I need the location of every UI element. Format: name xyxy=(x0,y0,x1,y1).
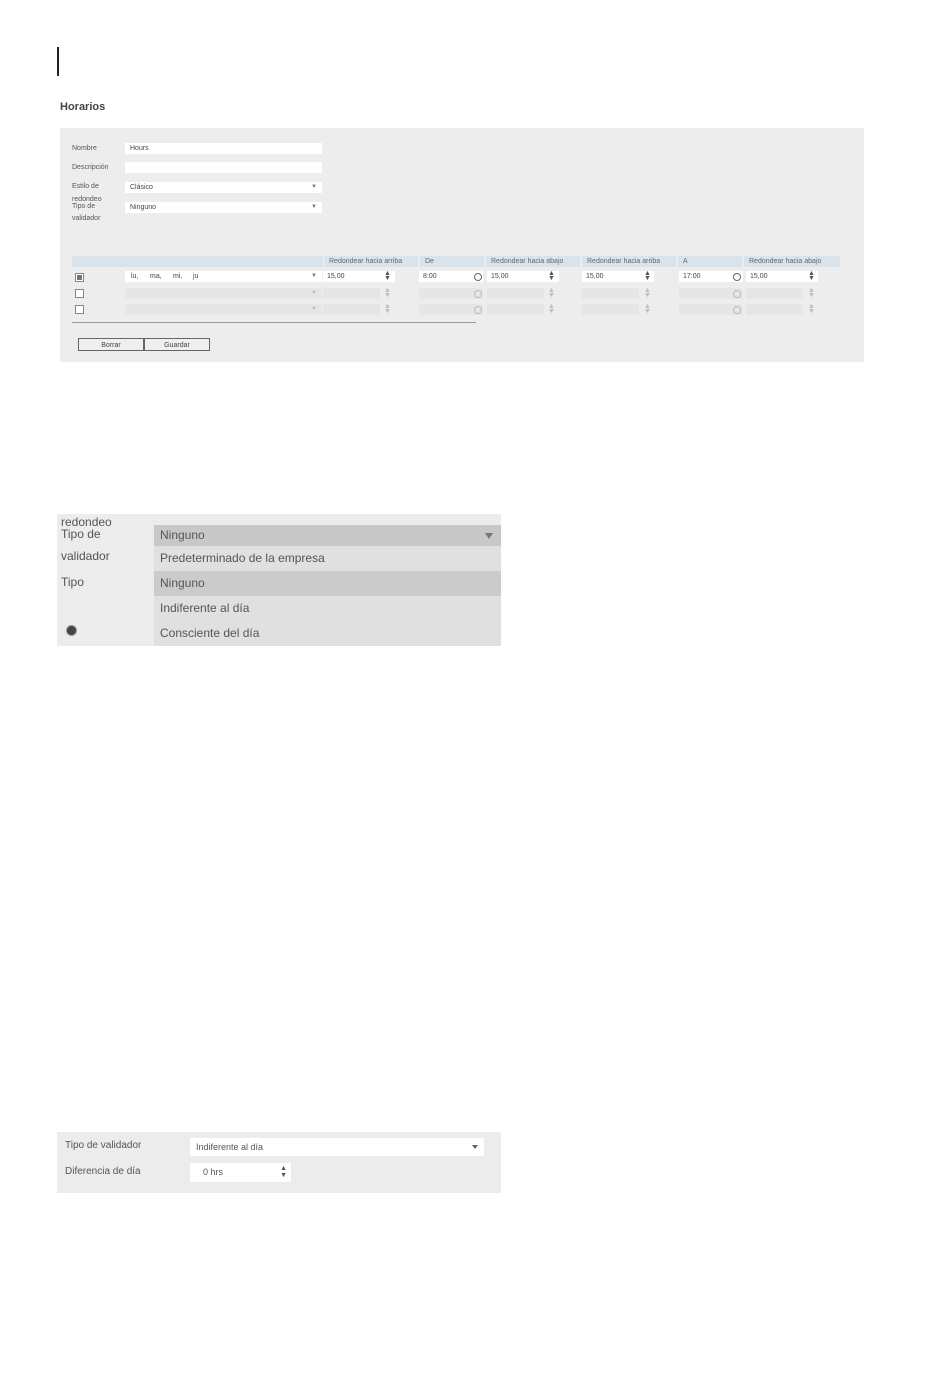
to-time-input[interactable]: 17:00 xyxy=(679,271,743,282)
clock-icon[interactable] xyxy=(474,290,482,298)
description-input[interactable] xyxy=(125,162,322,173)
rounding-style-label-line2: redondeo xyxy=(72,196,102,203)
validator-settings-panel xyxy=(57,1132,501,1193)
clock-icon[interactable] xyxy=(733,290,741,298)
radio-button[interactable] xyxy=(66,625,77,636)
validator-type-label-line2: validador xyxy=(72,215,101,222)
table-header-days xyxy=(72,256,323,267)
name-input[interactable]: Hours xyxy=(125,143,322,154)
clock-icon[interactable] xyxy=(733,273,741,281)
spinner-arrows-icon[interactable]: ▲ ▼ xyxy=(808,303,815,315)
rounding-style-select[interactable] xyxy=(125,182,322,193)
days-select[interactable] xyxy=(125,271,322,282)
schedule-form-panel xyxy=(60,128,864,362)
chevron-down-icon: ▼ xyxy=(311,204,317,210)
spinner-arrows-icon[interactable]: ▲ ▼ xyxy=(384,303,391,315)
spinner-arrows-icon[interactable]: ▲ ▼ xyxy=(384,270,391,282)
rounding-style-label-line1: Estilo de xyxy=(72,183,99,190)
day-chip: mi, xyxy=(173,273,183,280)
validator-type-select[interactable] xyxy=(190,1138,484,1156)
delete-button[interactable]: Borrar xyxy=(78,338,144,351)
row-checkbox[interactable] xyxy=(75,305,84,314)
dropdown-option[interactable]: Consciente del día xyxy=(154,621,501,646)
spinner-arrows-icon[interactable]: ▲ ▼ xyxy=(808,270,815,282)
round-up-2-input[interactable]: 15,00 xyxy=(582,271,654,282)
day-chip: ma, xyxy=(150,273,162,280)
round-down-1-input[interactable] xyxy=(487,304,544,315)
spinner-arrows-icon[interactable]: ▲ ▼ xyxy=(548,303,555,315)
round-down-1-input[interactable]: 15,00 xyxy=(487,271,559,282)
rounding-label-fragment: redondeo xyxy=(61,515,112,529)
spinner-arrows-icon[interactable]: ▲ ▼ xyxy=(644,270,651,282)
validator-type-label-line1: Tipo de xyxy=(61,527,101,541)
round-up-2-input[interactable] xyxy=(582,288,639,299)
day-difference-stepper[interactable] xyxy=(190,1163,291,1182)
chevron-down-icon xyxy=(485,533,493,539)
page-margin-line xyxy=(57,47,59,76)
chevron-down-icon: ▼ xyxy=(311,273,317,279)
spinner-arrows-icon[interactable]: ▲ ▼ xyxy=(548,287,555,299)
round-down-2-input[interactable] xyxy=(746,304,803,315)
table-header-round-down-2: Redondear hacia abajo xyxy=(744,256,840,267)
validator-type-label: Tipo de validador xyxy=(65,1140,142,1151)
divider xyxy=(72,322,476,323)
round-up-2-input[interactable] xyxy=(582,304,639,315)
from-time-input[interactable]: 8:00 xyxy=(419,271,483,282)
day-chip: ju xyxy=(193,273,199,280)
round-down-1-input[interactable] xyxy=(487,288,544,299)
table-header-round-up-1: Redondear hacia arriba xyxy=(324,256,418,267)
validator-dropdown-panel xyxy=(57,514,501,646)
save-button[interactable]: Guardar xyxy=(144,338,210,351)
dropdown-option[interactable]: Indiferente al día xyxy=(154,596,501,621)
round-up-1-input[interactable]: 15,00 xyxy=(323,271,395,282)
spinner-arrows-icon[interactable]: ▲ ▼ xyxy=(644,287,651,299)
chevron-down-icon xyxy=(472,1145,478,1149)
rounding-style-value: Clásico xyxy=(130,184,153,191)
spinner-arrows-icon[interactable]: ▲ ▼ xyxy=(548,270,555,282)
dropdown-option[interactable]: Predeterminado de la empresa xyxy=(154,546,501,571)
table-header-round-down-1: Redondear hacia abajo xyxy=(486,256,580,267)
validator-type-label-line2: validador xyxy=(61,549,110,563)
round-down-2-input[interactable]: 15,00 xyxy=(746,271,818,282)
validator-type-selected-value: Ninguno xyxy=(160,528,205,542)
spinner-arrows-icon[interactable]: ▲ ▼ xyxy=(280,1165,287,1179)
clock-icon[interactable] xyxy=(474,273,482,281)
chevron-down-icon: ▼ xyxy=(311,290,317,296)
validator-type-label-line1: Tipo de xyxy=(72,203,96,210)
day-chip: lu, xyxy=(131,273,139,280)
table-header-to: A xyxy=(678,256,742,267)
round-down-2-input[interactable] xyxy=(746,288,803,299)
round-up-1-input[interactable] xyxy=(323,288,380,299)
type-label: Tipo xyxy=(61,575,84,589)
row-checkbox[interactable] xyxy=(75,273,84,282)
round-up-1-input[interactable] xyxy=(323,304,380,315)
validator-type-select[interactable] xyxy=(125,202,322,213)
table-header-round-up-2: Redondear hacia arriba xyxy=(582,256,676,267)
validator-type-value: Ninguno xyxy=(130,204,157,211)
spinner-arrows-icon[interactable]: ▲ ▼ xyxy=(384,287,391,299)
day-difference-label: Diferencia de día xyxy=(65,1166,141,1177)
table-header-from: De xyxy=(420,256,484,267)
days-select[interactable] xyxy=(125,304,322,315)
section-title: Horarios xyxy=(60,101,106,113)
clock-icon[interactable] xyxy=(474,306,482,314)
validator-type-select[interactable] xyxy=(154,525,501,546)
description-label: Descripción xyxy=(72,164,109,171)
chevron-down-icon: ▼ xyxy=(311,306,317,312)
row-checkbox[interactable] xyxy=(75,289,84,298)
spinner-arrows-icon[interactable]: ▲ ▼ xyxy=(644,303,651,315)
validator-type-value: Indiferente al día xyxy=(196,1142,264,1152)
spinner-arrows-icon[interactable]: ▲ ▼ xyxy=(808,287,815,299)
day-difference-value: 0 hrs xyxy=(203,1167,224,1177)
chevron-down-icon: ▼ xyxy=(311,184,317,190)
days-select[interactable] xyxy=(125,288,322,299)
name-label: Nombre xyxy=(72,145,97,152)
dropdown-option-selected[interactable]: Ninguno xyxy=(154,571,501,596)
clock-icon[interactable] xyxy=(733,306,741,314)
